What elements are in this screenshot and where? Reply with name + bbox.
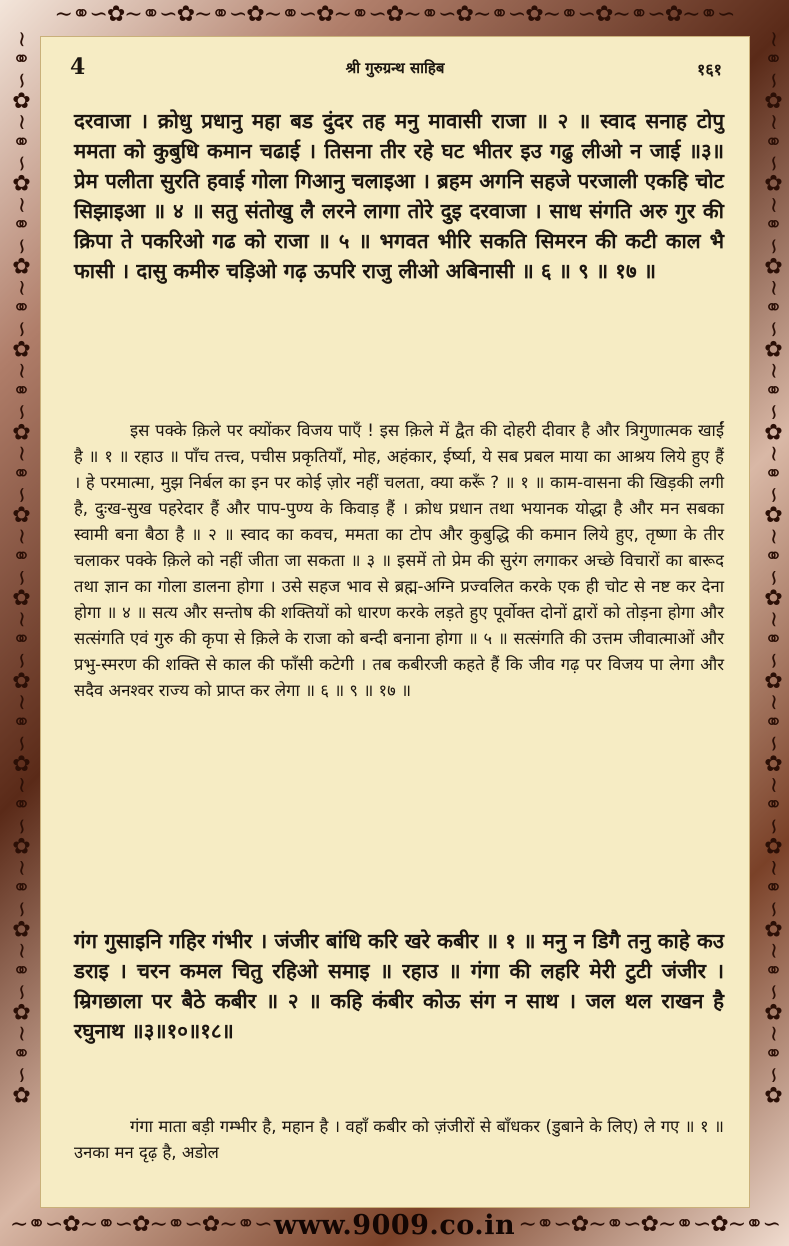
website-url[interactable]: www.9009.co.in	[273, 1210, 516, 1241]
gurbani-verse-2: गंग गुसाइनि गहिर गंभीर । जंजीर बांधि करि खरे कबीर ॥ १ ॥ मनु न डिगै तनु काहे कउ डराइ । चरन कमल चितु रहिओ समाइ ॥ रहाउ ॥ गंगा की लहरि मेरी टुटी जंजीर । म्रिगछाला पर बैठे कबीर ॥ २ ॥ कहि कंबीर कोऊ संग न साथ । जल थल राखन है रघुनाथ ॥३॥१०॥१८॥	[74, 929, 724, 1043]
scripture-page	[40, 36, 750, 1208]
folio-number: १६१	[697, 60, 722, 79]
translation-paragraph-1: इस पक्के क़िले पर क्योंकर विजय पाएँ ! इस क़िले में द्वैत की दोहरी दीवार है और त्रिगुणात्मक खाईं है ॥ १ ॥ रहाउ ॥ पाँच तत्त्व, पचीस प्रकृतियाँ, मोह, अहंकार, ईर्ष्या, ये सब प्रबल माया का आश्रय लिये हुए हैं । हे परमात्मा, मुझ निर्बल का इन पर कोई ज़ोर नहीं चलता, क्या करूँ ? ॥ १ ॥ काम-वासना की खिड़की लगी है, दुःख-सुख पहरेदार हैं और पाप-पुण्य के किवाड़ हैं । क्रोध प्रधान तथा भयानक योद्धा है और मन सबका स्वामी बना बैठा है ॥ २ ॥ स्वाद का कवच, ममता का टोप और कुबुद्धि की कमान लिये हुए, तृष्णा के तीर चलाकर पक्के क़िले को नहीं जीता जा सकता ॥ ३ ॥ इसमें तो प्रेम की सुरंग लगाकर अच्छे विचारों का बारूद तथा ज्ञान का गोला डालना होगा । उसे सहज भाव से ब्रह्म-अग्नि प्रज्वलित करके एक ही चोट से नष्ट कर देना होगा ॥ ४ ॥ सत्य और सन्तोष की शक्तियों को धारण करके लड़ते हुए पूर्वोक्त दोनों द्वारों को तोड़ना होगा और सत्संगति एवं गुरु की कृपा से क़िले के राजा को बन्दी बनाना होगा ॥ ५ ॥ सत्संगति की उत्तम जीवात्माओं और प्रभु-स्मरण की शक्ति से काल की फाँसी कटेगी । तब कबीरजी कहते हैं कि जीव गढ़ पर विजय पा लेगा और सदैव अनश्वर राज्य को प्राप्त कर लेगा ॥ ६ ॥ ९ ॥ १७ ॥	[74, 421, 724, 700]
top-border-ornament: ∼⚭∽✿∼⚭∽✿∼⚭∽✿∼⚭∽✿∼⚭∽✿∼⚭∽✿∼⚭∽✿∼⚭∽✿∼⚭∽✿∼⚭∽	[54, 2, 735, 27]
bottom-left-border-ornament: ∼⚭∽✿∼⚭∽✿∼⚭∽✿∼⚭∽	[10, 1212, 272, 1237]
gurbani-verse-1: दरवाजा । क्रोधु प्रधानु महा बड दुंदर तह मनु मावासी राजा ॥ २ ॥ स्वाद सनाह टोपु ममता को कुबुधि कमान चढाई । तिसना तीर रहे घट भीतर इउ गढु लीओ न जाई ॥३॥ प्रेम पलीता सुरति हवाई गोला गिआनु चलाइआ । ब्रहम अगनि सहजे परजाली एकहि चोट सिझाइआ ॥ ४ ॥ सतु संतोखु लै लरने लागा तोरे दुइ दरवाजा । साध संगति अरु गुर की क्रिपा ते पकरिओ गढ को राजा ॥ ५ ॥ भगवत भीरि सकति सिमरन की कटी काल भै फासी । दासु कमीरु चड़िओ गढ़ ऊपरि राजु लीओ अबिनासी ॥ ६ ॥ ९ ॥ १७ ॥	[74, 109, 724, 283]
right-border-ornament: ∼⚭∽✿∼⚭∽✿∼⚭∽✿∼⚭∽✿∼⚭∽✿∼⚭∽✿∼⚭∽✿∼⚭∽✿∼⚭∽✿∼⚭∽✿∼⚭∽✿∼⚭∽✿∼⚭∽✿	[761, 30, 786, 1108]
bottom-right-border-ornament: ∼⚭∽✿∼⚭∽✿∼⚭∽✿∼⚭∽	[518, 1212, 780, 1237]
page-title: श्री गुरुग्रन्थ साहिब	[345, 59, 445, 77]
page-number: 4	[70, 54, 86, 80]
left-border-ornament: ∼⚭∽✿∼⚭∽✿∼⚭∽✿∼⚭∽✿∼⚭∽✿∼⚭∽✿∼⚭∽✿∼⚭∽✿∼⚭∽✿∼⚭∽✿∼⚭∽✿∼⚭∽✿∼⚭∽✿	[9, 30, 34, 1108]
translation-paragraph-2: गंगा माता बड़ी गम्भीर है, महान है । वहाँ कबीर को ज़ंजीरों से बाँधकर (डुबाने के लिए) ले गए ॥ १ ॥ उनका मन दृढ़ है, अडोल	[74, 1117, 724, 1162]
page-header	[40, 54, 750, 84]
page-footer	[0, 1208, 789, 1246]
